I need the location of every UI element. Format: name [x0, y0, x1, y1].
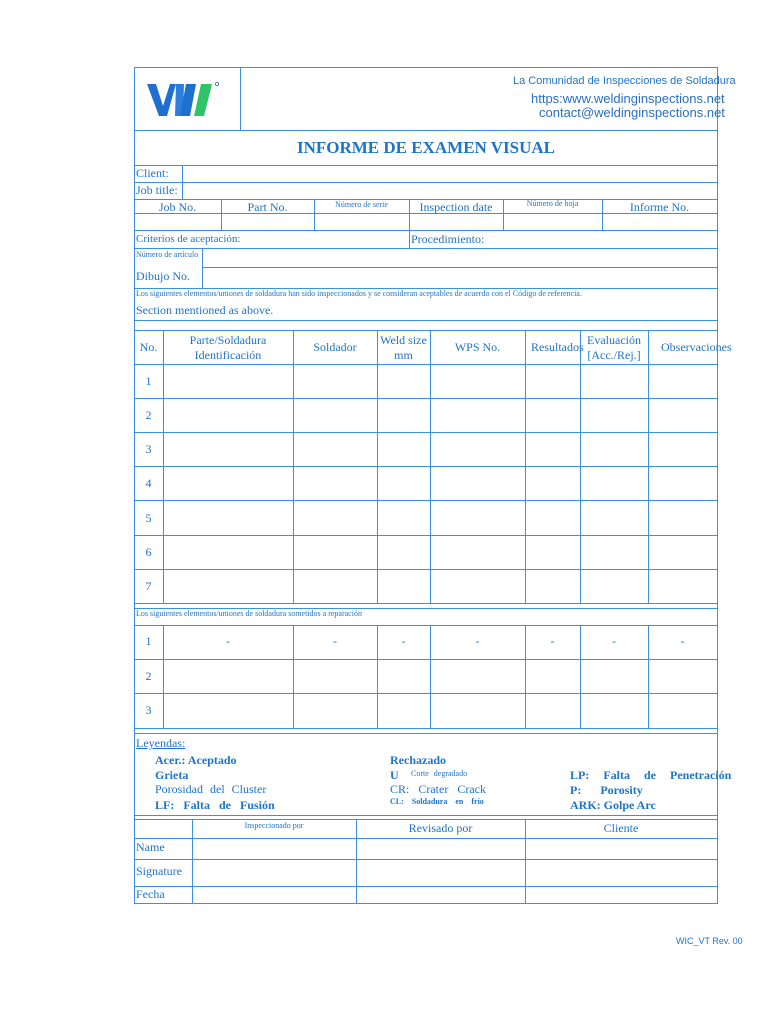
legend-u-text: Corte degradado — [411, 769, 468, 778]
procedure-label: Procedimiento: — [411, 232, 485, 246]
inspected-by-header: Inspeccionado por — [244, 821, 304, 830]
sheet-no-field[interactable] — [504, 214, 602, 229]
col-header-eval-line2: [Acc./Rej.] — [587, 347, 641, 362]
row-number: 6 — [145, 545, 152, 559]
legend-rejected: Rechazado — [390, 753, 446, 767]
client-name-field[interactable] — [526, 839, 717, 858]
report-no-header: Informe No. — [629, 200, 690, 214]
grid-line — [134, 815, 718, 816]
repair-row-number: 1 — [145, 633, 152, 648]
grid-line — [409, 230, 410, 248]
article-no-field[interactable] — [203, 249, 717, 267]
legend-cl: CL: Soldadura en frío — [390, 797, 484, 806]
grid-line — [134, 500, 718, 501]
report-no-field[interactable] — [603, 214, 717, 229]
drawing-no-field[interactable] — [203, 268, 717, 287]
form-title: INFORME DE EXAMEN VISUAL — [296, 138, 555, 157]
client-field[interactable] — [183, 166, 717, 182]
inspection-statement: Los siguientes elementos/uniones de soldadura han sido inspeccionados y se consideran aceptables de acuerdo con el Código de referencia. — [136, 289, 582, 298]
legend-cr: CR: Crater Crack — [390, 782, 486, 796]
col-header-part-line1: Parte/Soldadura — [189, 332, 267, 347]
repair-statement: Los siguientes elementos/uniones de soldadura sometidos a reparación — [136, 609, 362, 618]
legend-cluster: Porosidad del Cluster — [155, 782, 267, 796]
sheet-no-header: Número de hoja — [526, 199, 579, 208]
grid-line — [134, 659, 718, 660]
grid-line — [134, 819, 718, 820]
inspection-date-header: Inspection date — [419, 200, 493, 214]
repair-dash: - — [680, 634, 685, 648]
repair-dash: - — [475, 634, 480, 648]
grid-line — [134, 320, 718, 321]
legend-lp: LP: Falta de Penetración — [570, 768, 732, 782]
job-title-label: Job title: — [136, 183, 178, 197]
grid-line — [134, 432, 718, 433]
client-label: Client: — [136, 166, 169, 180]
col-header-weld-size-line1: Weld size — [380, 332, 427, 347]
repair-dash: - — [401, 634, 406, 648]
company-logo — [146, 78, 222, 120]
repair-dash: - — [226, 634, 230, 648]
grid-line — [134, 230, 718, 231]
legend-lf: LF: Falta de Fusión — [155, 798, 275, 812]
repair-dash: - — [550, 634, 555, 648]
part-no-field[interactable] — [222, 214, 314, 229]
inspector-date-field[interactable] — [193, 887, 356, 903]
header-bottom — [134, 130, 718, 131]
date-label: Fecha — [136, 887, 165, 901]
repair-dash: - — [612, 634, 616, 648]
row-number: 7 — [145, 579, 152, 593]
inspector-signature-field[interactable] — [193, 860, 356, 886]
acceptance-criteria-label: Criterios de aceptación: — [136, 233, 241, 245]
grid-line — [134, 364, 718, 365]
col-header-eval-line1: Evaluación — [587, 332, 641, 347]
legend-ark: ARK: Golpe Arc — [570, 798, 656, 812]
reviewer-date-field[interactable] — [357, 887, 525, 903]
name-label: Name — [136, 840, 165, 854]
client-signature-field[interactable] — [526, 860, 717, 886]
section-mentioned: Section mentioned as above. — [136, 303, 274, 317]
col-header-welder: Soldador — [313, 340, 357, 354]
legend-p: P: Porosity — [570, 783, 643, 797]
drawing-no-label: Dibujo No. — [136, 269, 190, 283]
job-no-field[interactable] — [135, 214, 221, 229]
row-number: 2 — [145, 408, 152, 422]
website-link[interactable]: https:www.weldinginspections.net — [531, 91, 725, 106]
col-header-no: No. — [139, 340, 158, 354]
grid-line — [134, 733, 718, 734]
col-header-weld-size-line2: mm — [394, 347, 413, 362]
inspection-date-field[interactable] — [410, 214, 503, 229]
revision-code: WIC_VT Rev. 00 — [676, 936, 743, 946]
row-number: 3 — [145, 442, 152, 456]
signature-label: Signature — [136, 864, 182, 878]
grid-line — [134, 535, 718, 536]
client-header: Cliente — [603, 821, 639, 835]
client-date-field[interactable] — [526, 887, 717, 903]
legend-u-code: U — [390, 768, 399, 782]
row-number: 4 — [145, 476, 152, 490]
frame-bottom — [134, 903, 718, 904]
email-link[interactable]: contact@weldinginspections.net — [539, 105, 725, 120]
job-title-field[interactable] — [183, 183, 717, 199]
col-header-result: Resultados — [531, 340, 584, 354]
reviewer-signature-field[interactable] — [357, 860, 525, 886]
repair-dash: - — [333, 634, 337, 648]
part-no-header: Part No. — [247, 200, 288, 214]
legend-crack: Grieta — [155, 768, 189, 782]
grid-line — [134, 398, 718, 399]
community-text: La Comunidad de Inspecciones de Soldadura — [513, 75, 736, 87]
job-no-header: Job No. — [158, 200, 197, 214]
article-no-label: Número de artículo — [136, 250, 199, 259]
row-number: 1 — [145, 374, 152, 388]
frame-top — [134, 67, 718, 68]
grid-line — [134, 569, 718, 570]
col-header-wps: WPS No. — [454, 340, 501, 354]
reviewed-by-header: Revisado por — [408, 821, 473, 835]
legend-accepted: Acer.: Aceptado — [155, 753, 237, 767]
row-number: 5 — [145, 510, 152, 525]
col-header-evaluation — [580, 331, 648, 364]
serial-no-field[interactable] — [315, 214, 409, 229]
logo-divider — [240, 67, 241, 130]
grid-line — [134, 466, 718, 467]
inspector-name-field[interactable] — [193, 839, 356, 858]
col-header-weld-size — [377, 331, 430, 364]
grid-line — [134, 693, 718, 694]
repair-row-number: 3 — [145, 703, 152, 717]
grid-line — [134, 728, 718, 729]
col-header-part-line2: Identificación — [194, 347, 262, 362]
serial-no-header: Número de serie — [335, 200, 388, 209]
col-header-part — [163, 331, 293, 364]
legend-title: Leyendas: — [136, 736, 186, 750]
col-header-observations: Observaciones — [661, 340, 732, 354]
repair-row-number: 2 — [145, 669, 152, 683]
reviewer-name-field[interactable] — [357, 839, 525, 858]
grid-line — [134, 603, 718, 604]
